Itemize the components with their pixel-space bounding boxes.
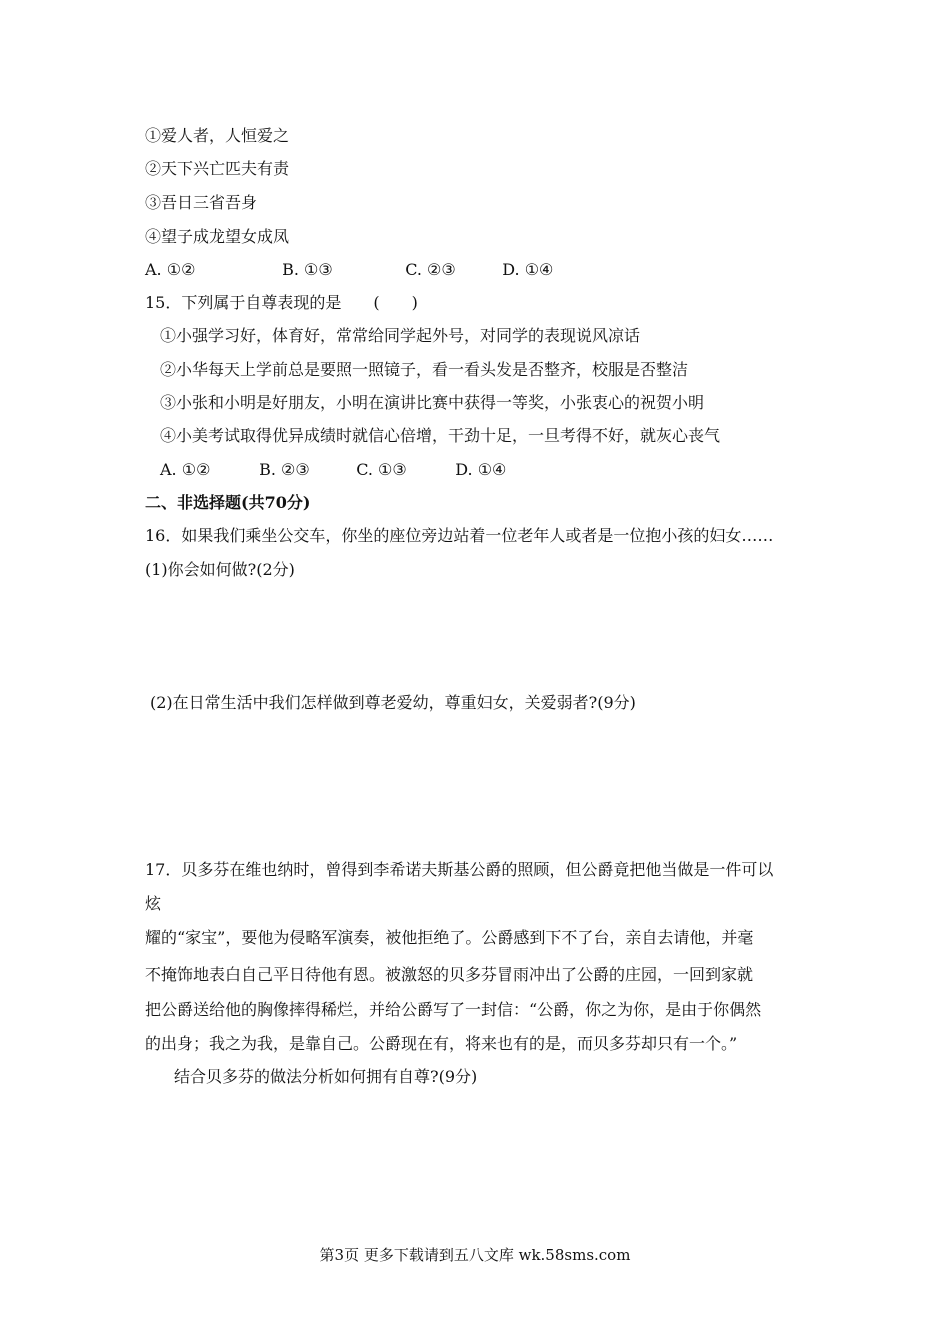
q14-option-b: B. ①③ <box>282 260 333 279</box>
q16-sub1: (1)你会如何做?(2分) <box>145 560 295 579</box>
q17-line: 耀的“家宝”，要他为侵略军演奏，被他拒绝了。公爵感到下不了台，亲自去请他，并毫 <box>145 928 754 947</box>
q14-item: ④望子成龙望女成凤 <box>145 227 290 246</box>
q14-item: ①爱人者，人恒爱之 <box>145 126 290 145</box>
q15-item: ④小美考试取得优异成绩时就信心倍增，干劲十足，一旦考得不好，就灰心丧气 <box>160 426 721 445</box>
q15-options <box>160 460 506 480</box>
q15-item: ③小张和小明是好朋友，小明在演讲比赛中获得一等奖，小张衷心的祝贺小明 <box>160 393 705 412</box>
q15-option-c: C. ①③ <box>356 460 407 479</box>
page-footer: 第3页 更多下载请到五八文库 wk.58sms.com <box>319 1246 631 1264</box>
q16-stem: 16．如果我们乘坐公交车，你坐的座位旁边站着一位老年人或者是一位抱小孩的妇女…… <box>145 526 774 545</box>
q17-line: 17．贝多芬在维也纳时，曾得到李希诺夫斯基公爵的照顾，但公爵竟把他当做是一件可以 <box>145 860 774 879</box>
q15-option-b: B. ②③ <box>259 460 310 479</box>
section-heading: 二、非选择题(共70分) <box>145 493 311 512</box>
q14-options <box>145 260 553 280</box>
q14-item: ②天下兴亡匹夫有责 <box>145 159 290 178</box>
q17-line: 炫 <box>145 894 162 913</box>
q15-option-a: A. ①② <box>160 460 211 479</box>
q15-stem: 15．下列属于自尊表现的是 ( ) <box>145 293 418 312</box>
q17-question: 结合贝多芬的做法分析如何拥有自尊?(9分) <box>174 1067 478 1086</box>
q15-option-d: D. ①④ <box>455 460 507 479</box>
q14-option-a: A. ①② <box>145 260 196 279</box>
q15-item: ②小华每天上学前总是要照一照镜子，看一看头发是否整齐，校服是否整洁 <box>160 360 689 379</box>
q14-item: ③吾日三省吾身 <box>145 193 258 212</box>
q14-option-c: C. ②③ <box>405 260 456 279</box>
q17-line: 不掩饰地表白自己平日待他有恩。被激怒的贝多芬冒雨冲出了公爵的庄园，一回到家就 <box>145 965 754 984</box>
q15-item: ①小强学习好，体育好，常常给同学起外号，对同学的表现说风凉话 <box>160 326 641 345</box>
q16-sub2: (2)在日常生活中我们怎样做到尊老爱幼，尊重妇女，关爱弱者?(9分) <box>150 693 636 712</box>
q17-line: 的出身；我之为我，是靠自己。公爵现在有，将来也有的是，而贝多芬却只有一个。” <box>145 1034 738 1053</box>
q17-line: 把公爵送给他的胸像摔得稀烂，并给公爵写了一封信：“公爵，你之为你，是由于你偶然 <box>145 1000 762 1019</box>
q14-option-d: D. ①④ <box>502 260 554 279</box>
